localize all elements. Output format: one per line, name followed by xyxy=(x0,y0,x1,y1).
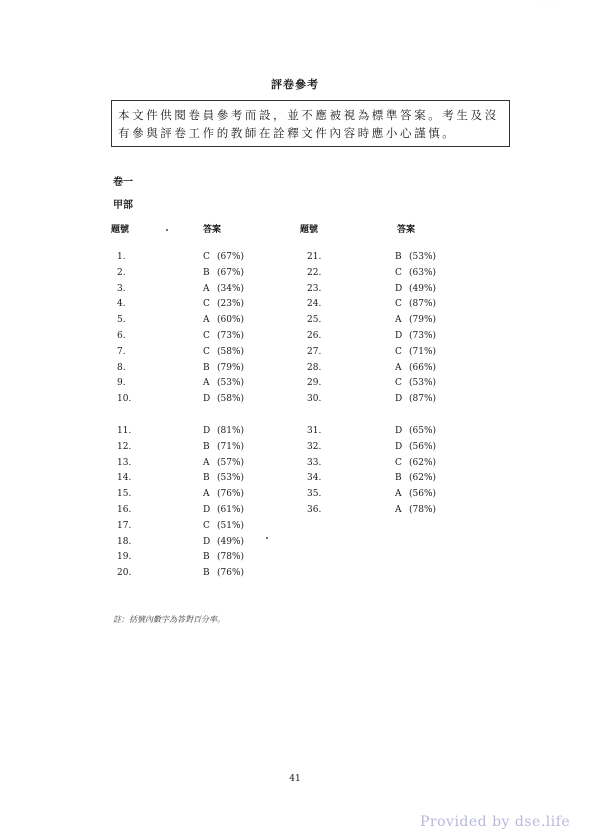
question-number: 19. xyxy=(117,552,132,563)
question-number: 26. xyxy=(307,331,322,341)
answer-letter: D xyxy=(203,505,211,515)
answer-letter: C xyxy=(395,346,402,357)
disclaimer-box xyxy=(111,100,510,147)
answer-letter: B xyxy=(395,252,402,262)
watermark: Provided by dse.life xyxy=(420,814,571,830)
correct-percentage: (87%) xyxy=(409,394,437,405)
correct-percentage: (34%) xyxy=(217,283,245,294)
question-number: 13. xyxy=(117,457,132,468)
question-number: 5. xyxy=(117,315,126,326)
scan-corner-mark: · · · xyxy=(540,4,555,10)
correct-percentage: (71%) xyxy=(409,346,437,357)
answer-letter: C xyxy=(203,252,210,262)
question-number: 6. xyxy=(117,331,126,341)
answer-letter: B xyxy=(203,441,210,452)
correct-percentage: (76%) xyxy=(217,489,245,500)
question-number: 36. xyxy=(307,505,322,515)
correct-percentage: (76%) xyxy=(217,568,245,579)
question-number: 29. xyxy=(307,378,322,389)
question-number: 17. xyxy=(117,520,132,531)
correct-percentage: (81%) xyxy=(217,426,245,436)
question-number: 10. xyxy=(117,394,132,405)
correct-percentage: (78%) xyxy=(409,505,437,515)
question-number: 18. xyxy=(117,536,132,547)
correct-percentage: (66%) xyxy=(409,362,437,373)
answer-letter: B xyxy=(203,362,210,373)
question-number: 23. xyxy=(307,283,322,294)
correct-percentage: (56%) xyxy=(409,441,437,452)
answer-letter: D xyxy=(395,441,403,452)
question-number: 32. xyxy=(307,441,322,452)
correct-percentage: (53%) xyxy=(217,473,245,484)
answer-letter: D xyxy=(203,536,211,547)
question-number: 1. xyxy=(117,252,126,262)
answer-letter: C xyxy=(395,457,402,468)
answer-letter: D xyxy=(395,394,403,405)
header-question-left: 題號 xyxy=(111,225,130,235)
page-number: 41 xyxy=(289,774,301,784)
header-answer-right: 答案 xyxy=(397,225,416,235)
correct-percentage: (62%) xyxy=(409,473,437,484)
section-label: 甲部 xyxy=(113,200,133,211)
answer-letter: A xyxy=(395,315,402,326)
answer-letter: C xyxy=(203,299,210,310)
answer-letter: A xyxy=(395,489,402,500)
answer-letter: D xyxy=(203,426,211,436)
question-number: 35. xyxy=(307,489,322,500)
correct-percentage: (73%) xyxy=(409,331,437,341)
header-question-right: 題號 xyxy=(300,225,319,235)
footnote: 註：括號內數字為答對百分率。 xyxy=(113,615,225,624)
correct-percentage: (67%) xyxy=(217,252,245,262)
answer-letter: A xyxy=(395,362,402,373)
answer-letter: B xyxy=(395,473,402,484)
answer-letter: B xyxy=(203,267,210,278)
question-number: 27. xyxy=(307,346,322,357)
correct-percentage: (67%) xyxy=(217,267,245,278)
paper-label: 卷一 xyxy=(113,177,133,188)
answer-letter: C xyxy=(395,378,402,389)
question-number: 20. xyxy=(117,568,132,579)
question-number: 16. xyxy=(117,505,132,515)
header-answer-left: 答案 xyxy=(203,225,222,235)
question-number: 21. xyxy=(307,252,322,262)
correct-percentage: (87%) xyxy=(409,299,437,310)
answer-letter: B xyxy=(203,568,210,579)
question-number: 3. xyxy=(117,283,126,294)
correct-percentage: (60%) xyxy=(217,315,245,326)
answer-letter: B xyxy=(203,552,210,563)
scan-speck xyxy=(266,537,268,539)
question-number: 25. xyxy=(307,315,322,326)
answer-letter: C xyxy=(395,299,402,310)
question-number: 4. xyxy=(117,299,126,310)
question-number: 28. xyxy=(307,362,322,373)
question-number: 8. xyxy=(117,362,126,373)
correct-percentage: (56%) xyxy=(409,489,437,500)
answer-letter: C xyxy=(203,331,210,341)
question-number: 31. xyxy=(307,426,322,436)
answer-letter: C xyxy=(395,267,402,278)
correct-percentage: (61%) xyxy=(217,505,245,515)
correct-percentage: (79%) xyxy=(409,315,437,326)
correct-percentage: (79%) xyxy=(217,362,245,373)
page-title: 評卷參考 xyxy=(271,78,319,91)
correct-percentage: (53%) xyxy=(409,378,437,389)
question-number: 34. xyxy=(307,473,322,484)
correct-percentage: (63%) xyxy=(409,267,437,278)
correct-percentage: (58%) xyxy=(217,394,245,405)
question-number: 33. xyxy=(307,457,322,468)
question-number: 14. xyxy=(117,473,132,484)
correct-percentage: (53%) xyxy=(409,252,437,262)
answer-letter: C xyxy=(203,346,210,357)
correct-percentage: (73%) xyxy=(217,331,245,341)
correct-percentage: (53%) xyxy=(217,378,245,389)
answer-letter: A xyxy=(203,489,210,500)
scan-speck xyxy=(166,229,168,231)
correct-percentage: (71%) xyxy=(217,441,245,452)
answer-letter: A xyxy=(395,505,402,515)
answer-letter: A xyxy=(203,378,210,389)
correct-percentage: (57%) xyxy=(217,457,245,468)
answer-letter: D xyxy=(395,426,403,436)
question-number: 22. xyxy=(307,267,322,278)
answer-letter: A xyxy=(203,315,210,326)
correct-percentage: (65%) xyxy=(409,426,437,436)
correct-percentage: (49%) xyxy=(409,283,437,294)
answer-letter: A xyxy=(203,283,210,294)
correct-percentage: (62%) xyxy=(409,457,437,468)
question-number: 24. xyxy=(307,299,322,310)
correct-percentage: (23%) xyxy=(217,299,245,310)
answer-letter: C xyxy=(203,520,210,531)
answer-letter: D xyxy=(203,394,211,405)
question-number: 11. xyxy=(117,426,132,436)
answer-letter: B xyxy=(203,473,210,484)
question-number: 15. xyxy=(117,489,132,500)
correct-percentage: (51%) xyxy=(217,520,245,531)
question-number: 30. xyxy=(307,394,322,405)
answer-letter: D xyxy=(395,283,403,294)
correct-percentage: (49%) xyxy=(217,536,245,547)
question-number: 2. xyxy=(117,267,126,278)
correct-percentage: (58%) xyxy=(217,346,245,357)
question-number: 12. xyxy=(117,441,132,452)
correct-percentage: (78%) xyxy=(217,552,245,563)
disclaimer-line-1: 本文件供閱卷員參考而設，並不應被視為標準答案。考生及沒 xyxy=(118,108,499,122)
answer-letter: D xyxy=(395,331,403,341)
answer-letter: A xyxy=(203,457,210,468)
question-number: 9. xyxy=(117,378,126,389)
question-number: 7. xyxy=(117,346,126,357)
disclaimer-line-2: 有參與評卷工作的教師在詮釋文件內容時應小心謹慎。 xyxy=(118,126,457,140)
